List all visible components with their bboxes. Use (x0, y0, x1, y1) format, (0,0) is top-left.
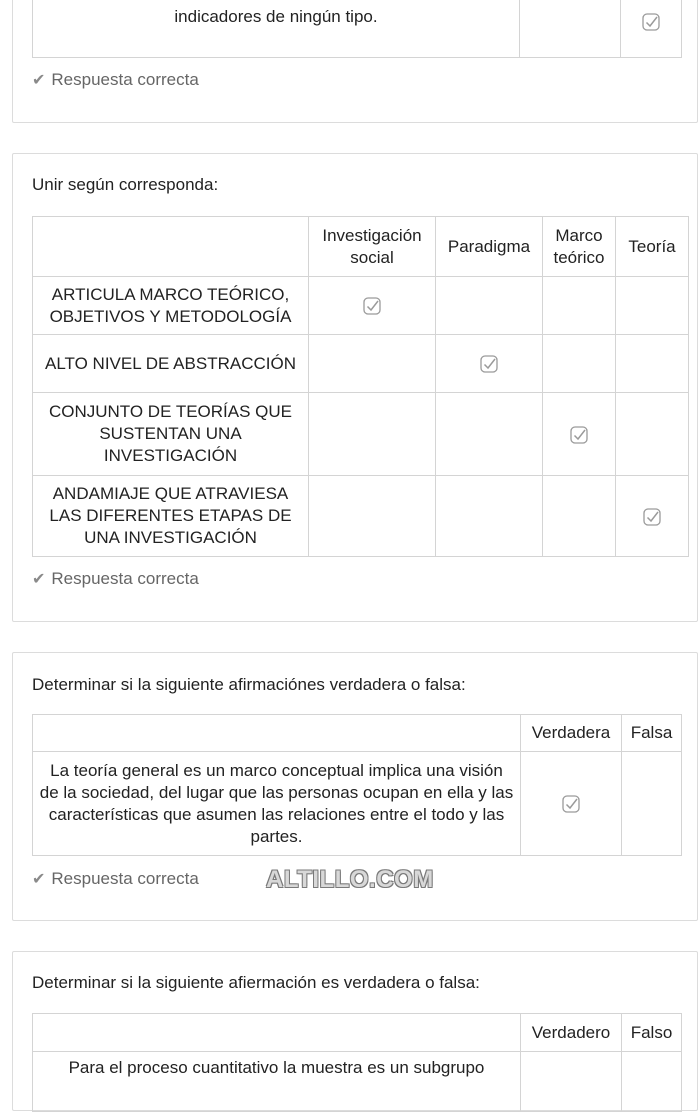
table-row (33, 335, 689, 393)
feedback-text: Respuesta correcta (51, 869, 199, 888)
row-statement: ARTICULA MARCO TEÓRICO, OBJETIVOS Y METODOLOGÍA (33, 277, 309, 335)
feedback-correct (32, 70, 199, 90)
row-statement: CONJUNTO DE TEORÍAS QUE SUSTENTAN UNA INVESTIGACIÓN (33, 393, 309, 476)
question-title: Unir según corresponda: (32, 175, 219, 194)
table-row (33, 752, 682, 856)
table-header-row (33, 715, 682, 752)
answer-cell[interactable] (616, 335, 689, 393)
check-mark-icon: ✔ (32, 72, 46, 89)
answer-cell[interactable] (622, 1052, 682, 1112)
checked-checkbox-icon[interactable] (479, 354, 499, 374)
question-card-4 (12, 951, 698, 1111)
answer-cell[interactable] (521, 1052, 622, 1112)
row-statement-text: Para el proceso cuantitativo la muestra es un subgrupo (68, 1058, 485, 1077)
table-row (33, 476, 689, 557)
answer-cell[interactable] (436, 277, 543, 335)
feedback-correct (32, 869, 199, 889)
answer-cell[interactable] (436, 476, 543, 557)
true-false-table (32, 1013, 682, 1112)
column-header: Teoría (616, 217, 689, 277)
row-statement: ALTO NIVEL DE ABSTRACCIÓN (33, 335, 309, 393)
question-card-1 (12, 0, 698, 123)
answer-cell[interactable] (436, 393, 543, 476)
row-statement-text: indicadores de ningún tipo. (174, 7, 378, 26)
matching-table (32, 216, 689, 557)
answer-cell[interactable] (621, 0, 682, 58)
answer-cell[interactable] (520, 0, 621, 58)
checked-checkbox-icon[interactable] (642, 507, 662, 527)
feedback-text: Respuesta correcta (51, 70, 199, 89)
table-row (33, 0, 682, 58)
header-empty (33, 715, 521, 752)
answer-cell[interactable] (436, 335, 543, 393)
question-title: Determinar si la siguiente afiermación es verdadera o falsa: (32, 973, 480, 992)
question-1-table (32, 0, 682, 58)
answer-cell[interactable] (543, 277, 616, 335)
feedback-correct (32, 569, 199, 589)
table-header-row (33, 217, 689, 277)
question-title: Determinar si la siguiente afirmaciónes verdadera o falsa: (32, 675, 466, 694)
checked-checkbox-icon[interactable] (569, 425, 589, 445)
column-header: Verdadero (521, 1014, 622, 1052)
answer-cell[interactable] (521, 752, 622, 856)
answer-cell[interactable] (543, 476, 616, 557)
column-header: Falso (622, 1014, 682, 1052)
true-false-table (32, 714, 682, 856)
answer-cell[interactable] (543, 393, 616, 476)
answer-cell[interactable] (309, 393, 436, 476)
watermark-logo: ALTILLO.COM (266, 866, 434, 893)
answer-cell[interactable] (543, 335, 616, 393)
answer-cell[interactable] (616, 393, 689, 476)
row-statement (33, 0, 520, 58)
table-header-row (33, 1014, 682, 1052)
column-header: Investigación social (309, 217, 436, 277)
column-header: Verdadera (521, 715, 622, 752)
checked-checkbox-icon[interactable] (362, 296, 382, 316)
header-empty (33, 1014, 521, 1052)
table-row (33, 1052, 682, 1112)
answer-cell[interactable] (309, 277, 436, 335)
answer-cell[interactable] (622, 752, 682, 856)
answer-cell[interactable] (616, 476, 689, 557)
check-mark-icon: ✔ (32, 871, 46, 888)
feedback-text: Respuesta correcta (51, 569, 199, 588)
row-statement: ANDAMIAJE QUE ATRAVIESA LAS DIFERENTES ETAPAS DE UNA INVESTIGACIÓN (33, 476, 309, 557)
column-header: Marco teórico (543, 217, 616, 277)
table-row (33, 277, 689, 335)
checked-checkbox-icon[interactable] (561, 794, 581, 814)
row-statement: La teoría general es un marco conceptual implica una visión de la sociedad, del lugar que las personas ocupan en ella y las características que asumen las relaciones entre el todo y las partes. (33, 752, 521, 856)
checked-checkbox-icon[interactable] (641, 12, 661, 32)
table-row (33, 393, 689, 476)
check-mark-icon: ✔ (32, 571, 46, 588)
answer-cell[interactable] (616, 277, 689, 335)
answer-cell[interactable] (309, 335, 436, 393)
column-header: Paradigma (436, 217, 543, 277)
header-empty (33, 217, 309, 277)
answer-cell[interactable] (309, 476, 436, 557)
question-card-2 (12, 153, 698, 622)
row-statement (33, 1052, 521, 1112)
column-header: Falsa (622, 715, 682, 752)
